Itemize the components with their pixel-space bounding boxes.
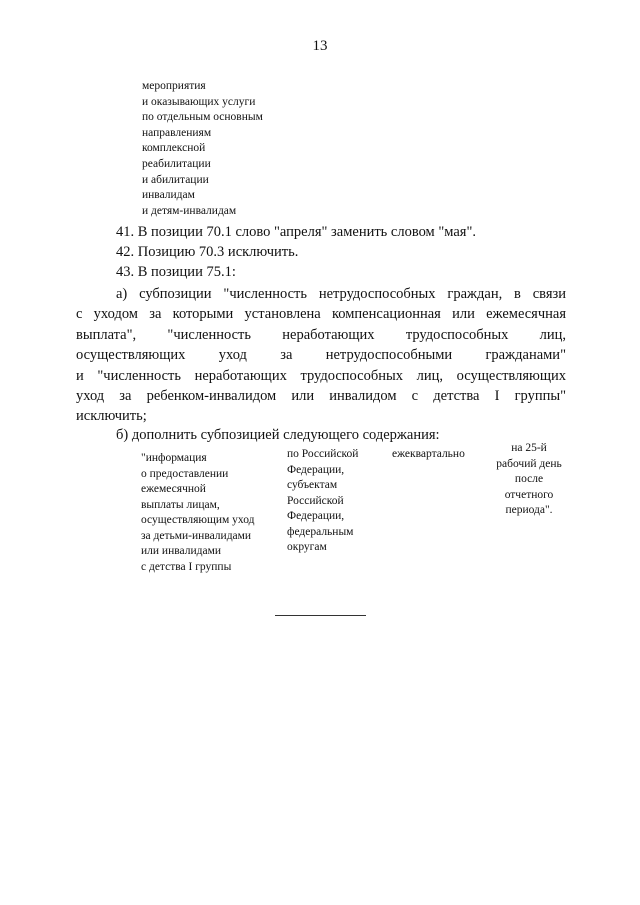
text-line: выплаты лицам,: [141, 498, 220, 511]
text-line: федеральным: [287, 525, 354, 538]
text-line: по Российской: [287, 448, 359, 460]
page-number: 13: [312, 38, 328, 54]
text-line: или инвалидами: [141, 545, 221, 557]
text-line: мероприятия: [142, 80, 206, 92]
text-line: отчетного: [504, 488, 554, 501]
item-43: 43. В позиции 75.1:: [116, 264, 236, 280]
text-line: реабилитации: [142, 157, 211, 170]
text-line: после: [514, 473, 544, 485]
text-line: о предоставлении: [141, 467, 229, 480]
text-line: "информация: [141, 452, 207, 464]
text-line: осуществляющим уход: [141, 514, 255, 526]
text-line: ежемесячной: [141, 483, 206, 495]
text-line: инвалидам: [142, 189, 195, 202]
text-line: на 25-й: [511, 442, 547, 454]
text-line: рабочий день: [496, 457, 562, 470]
text-line: по отдельным основным: [142, 111, 263, 124]
text-line: ежеквартально: [392, 448, 465, 460]
text-line: осуществляющих уход за нетрудоспособными гражданами": [76, 347, 566, 364]
text-line: округам: [287, 541, 327, 553]
text-line: периода".: [505, 504, 553, 516]
table-cell-deadline: [484, 441, 574, 519]
text-line: за детьми-инвалидами: [141, 529, 252, 542]
text-line: Федерации,: [287, 510, 345, 522]
end-rule-divider: [275, 615, 366, 616]
text-line: уход за ребенком-инвалидом или инвалидом с детства I группы": [76, 387, 566, 404]
text-line: Российской: [287, 494, 344, 507]
text-line: исключить;: [76, 408, 147, 425]
text-line: и абилитации: [142, 173, 209, 186]
text-line: направлениям: [142, 126, 212, 139]
table-cell-frequency: [392, 447, 465, 463]
text-line: а) субпозиции "численность нетрудоспособных граждан, в связи: [116, 286, 566, 302]
text-line: Федерации,: [287, 463, 345, 476]
table-cell-information: [141, 451, 255, 575]
subitem-b: б) дополнить субпозицией следующего содержания:: [116, 427, 440, 443]
item-41: 41. В позиции 70.1 слово "апреля" заменить словом "мая".: [116, 224, 477, 240]
text-line: комплексной: [142, 142, 206, 155]
text-line: и детям-инвалидам: [142, 204, 237, 217]
text-line: и оказывающих услуги: [142, 95, 256, 108]
text-line: с уходом за которыми установлена компенсационная или ежемесячная: [76, 306, 566, 323]
subitem-a: [76, 284, 566, 427]
item-42: 42. Позицию 70.3 исключить.: [116, 244, 299, 260]
text-line: субъектам: [287, 479, 338, 491]
continuation-cell-text: [142, 79, 263, 219]
text-line: выплата", "численность неработающих трудоспособных лиц,: [76, 326, 566, 343]
text-line: и "численность неработающих трудоспособных лиц, осуществляющих: [76, 367, 566, 384]
text-line: с детства I группы: [141, 560, 232, 573]
table-cell-territory: [287, 447, 358, 556]
